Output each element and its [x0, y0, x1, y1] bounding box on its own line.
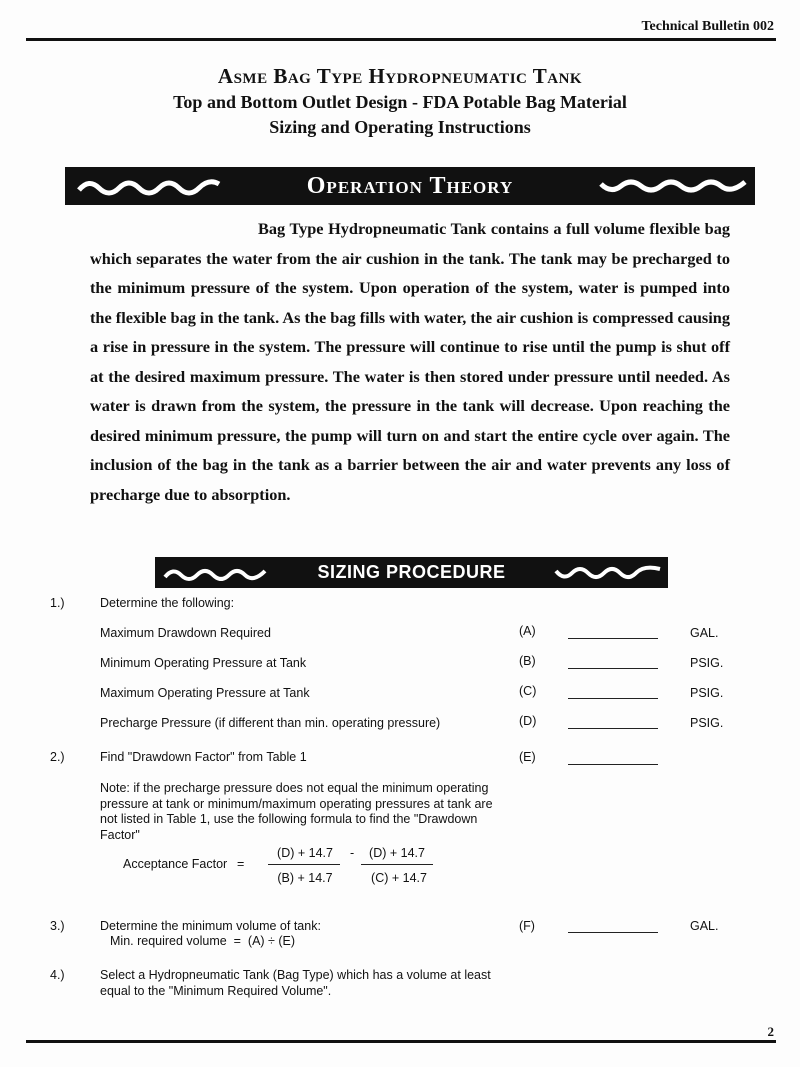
step-number: 4.) [50, 968, 65, 982]
step-label: Determine the minimum volume of tank: [100, 919, 321, 933]
banner-label: Operation Theory [306, 172, 514, 199]
blank-field[interactable] [568, 750, 658, 765]
wave-icon [599, 176, 749, 196]
banner-label: SIZING PROCEDURE [317, 562, 506, 582]
document-title: Asme Bag Type Hydropneumatic Tank [217, 64, 583, 88]
wave-icon [554, 565, 664, 581]
step-number: 3.) [50, 919, 65, 933]
step-number: 2.) [50, 750, 65, 764]
note-text: Note: if the precharge pressure does not equal the minimum operating pressure at tank or minimum/maximum operating pressures at tank are not listed in Table 1, use the following formula to find the "Drawdown Factor" [100, 781, 493, 842]
denominator-1: (B) + 14.7 [277, 871, 333, 885]
blank-field[interactable] [568, 714, 658, 729]
subtitle-instructions: Sizing and Operating Instructions [269, 117, 531, 137]
sizing-procedure-banner [155, 557, 668, 588]
operation-theory-text: Bag Type Hydropneumatic Tank contains a full volume flexible bag which separates the water from the air cushion in the tank. The tank may be precharged to the minimum pressure of the system. Upon operation of the system, water is pumped into the flexible bag in the tank. As the bag fills with water, the air cushion is compressed causing a rise in pressure in the system. The pressure will continue to rise until the pump is shut off at the desired maximum pressure. The water is then stored under pressure until needed. As water is drawn from the system, the pressure in the tank will decrease. Upon reaching the desired minimum pressure, the pump will turn on and start the entire cycle over again. The inclusion of the bag in the tank as a barrier between the air and water prevents any loss of precharge due to absorption. [90, 219, 730, 504]
formula-equals: = [237, 857, 245, 871]
blank-field[interactable] [568, 918, 658, 933]
min-volume-formula: Min. required volume = (A) ÷ (E) [110, 934, 296, 948]
step-label: Select a Hydropneumatic Tank (Bag Type) which has a volume at least equal to the "Minimum Required Volume". [100, 968, 491, 998]
row-label: Precharge Pressure (if different than min. operating pressure) [100, 716, 441, 730]
numerator-1: (D) + 14.7 [277, 846, 333, 860]
row-code: (D) [519, 714, 537, 728]
fraction-bar [268, 864, 340, 865]
row-code: (F) [519, 919, 535, 933]
page-number: 2 [767, 1024, 774, 1039]
step-label: Find "Drawdown Factor" from Table 1 [100, 750, 307, 764]
wave-icon [77, 176, 227, 196]
blank-field[interactable] [568, 654, 658, 669]
denominator-2: (C) + 14.7 [371, 871, 427, 885]
operation-theory-banner [65, 167, 755, 205]
row-unit: GAL. [690, 919, 719, 933]
wave-icon [163, 565, 268, 581]
numerator-2: (D) + 14.7 [369, 846, 425, 860]
bulletin-number: Technical Bulletin 002 [641, 19, 774, 34]
row-code: (E) [519, 750, 536, 764]
row-code: (B) [519, 654, 536, 668]
row-label: Maximum Drawdown Required [100, 626, 271, 640]
blank-field[interactable] [568, 684, 658, 699]
header-rule [26, 38, 776, 41]
row-label: Maximum Operating Pressure at Tank [100, 686, 310, 700]
step-number: 1.) [50, 596, 65, 610]
formula-label: Acceptance Factor [123, 857, 228, 871]
row-unit: PSIG. [690, 686, 724, 700]
row-unit: PSIG. [690, 656, 724, 670]
step-label: Determine the following: [100, 596, 235, 610]
row-code: (A) [519, 624, 536, 638]
row-code: (C) [519, 684, 537, 698]
row-unit: PSIG. [690, 716, 724, 730]
row-label: Minimum Operating Pressure at Tank [100, 656, 307, 670]
row-unit: GAL. [690, 626, 719, 640]
subtitle: Top and Bottom Outlet Design - FDA Potable Bag Material [173, 92, 627, 112]
fraction-bar [361, 864, 433, 865]
footer-rule [26, 1040, 776, 1043]
blank-field[interactable] [568, 624, 658, 639]
formula-minus: - [350, 846, 355, 860]
